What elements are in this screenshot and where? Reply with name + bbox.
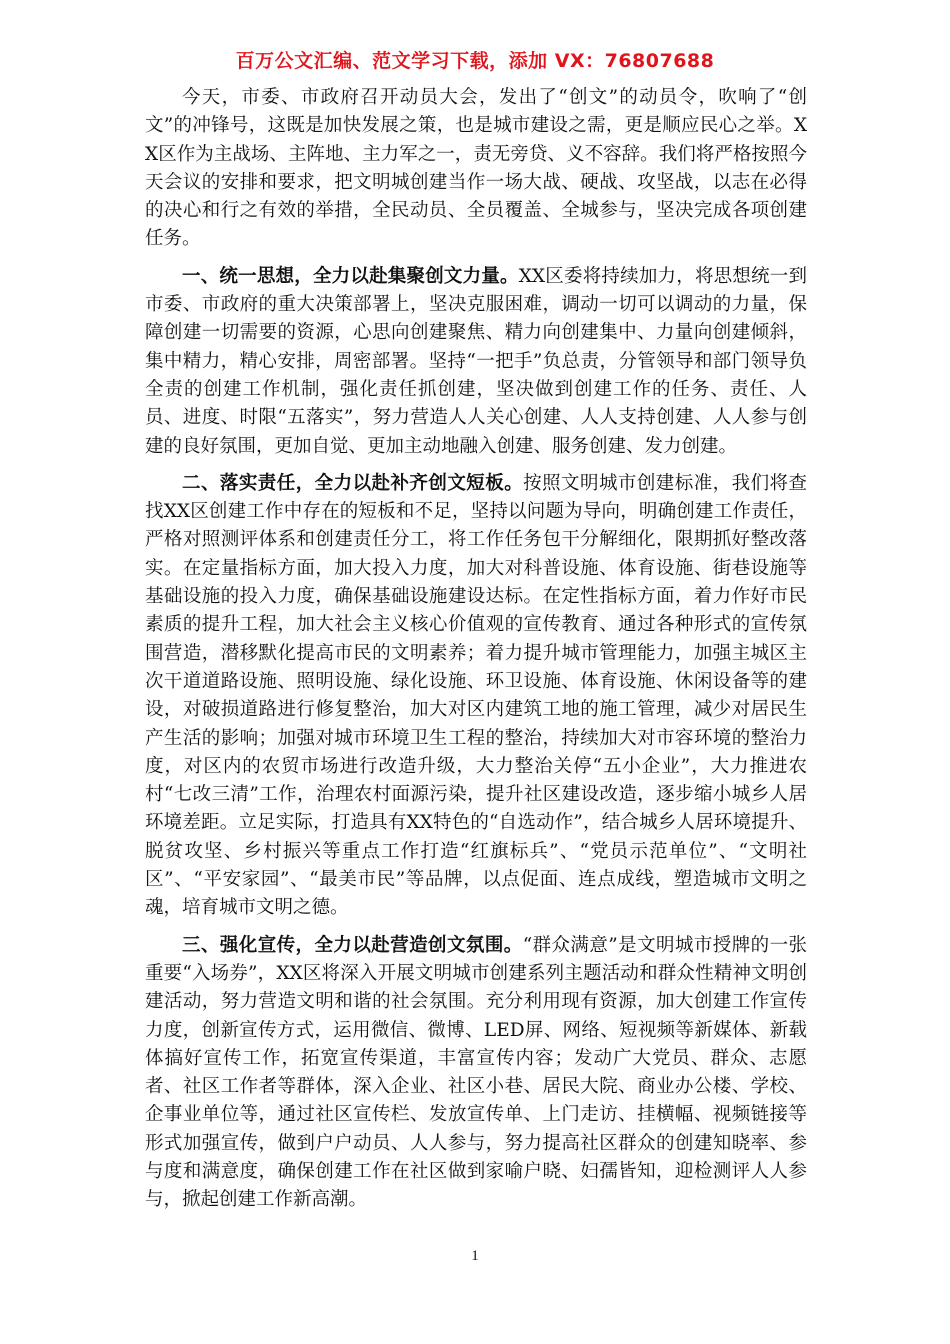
section-three-paragraph	[145, 932, 807, 1215]
section-one-paragraph	[145, 263, 807, 461]
page-number: 1	[471, 1248, 479, 1264]
document-body	[145, 84, 807, 1224]
paragraph-text: “群众满意”是文明城市授牌的一张重要“入场券”，XX区将深入开展文明城市创建系列主题活动和群众性精神文明创建活动，努力营造文明和谐的社会氛围。充分利用现有资源，加大创建工作宣传力度，创新宣传方式，运用微信、微博、LED屏、网络、短视频等新媒体、新载体搞好宣传工作，拓宽宣传渠道，丰富宣传内容；发动广大党员、群众、志愿者、社区工作者等群体，深入企业、社区小巷、居民大院、商业办公楼、学校、企事业单位等，通过社区宣传栏、发放宣传单、上门走访、挂横幅、视频链接等形式加强宣传，做到户户动员、人人参与，努力提高社区群众的创建知晓率、参与度和满意度，确保创建工作在社区做到家喻户晓、妇孺皆知，迎检测评人人参与，掀起创建工作新高潮。	[145, 934, 807, 1211]
paragraph-text: 今天，市委、市政府召开动员大会，发出了“创文”的动员令，吹响了“创文”的冲锋号，这既是加快发展之策，也是城市建设之需，更是顺应民心之举。XX区作为主战场、主阵地、主力军之一，责无旁贷、义不容辞。我们将严格按照今天会议的安排和要求，把文明城创建当作一场大战、硬战、攻坚战，以志在必得的决心和行之有效的举措，全民动员、全员覆盖、全城参与，坚决完成各项创建任务。	[145, 87, 807, 250]
intro-paragraph	[145, 84, 807, 254]
header-banner: 百万公文汇编、范文学习下载，添加 VX：76807688	[235, 50, 715, 72]
section-heading: 三、强化宣传，全力以赴营造创文氛围。	[182, 934, 523, 956]
section-two-paragraph	[145, 470, 807, 923]
section-heading: 一、统一思想，全力以赴集聚创文力量。	[182, 265, 519, 287]
section-heading: 二、落实责任，全力以赴补齐创文短板。	[182, 472, 524, 494]
paragraph-text: XX区委将持续加力，将思想统一到市委、市政府的重大决策部署上，坚决克服困难，调动一切可以调动的力量，保障创建一切需要的资源，心思向创建聚焦、精力向创建集中、力量向创建倾斜，集中精力，精心安排，周密部署。坚持“一把手”负总责，分管领导和部门领导负全责的创建工作机制，强化责任抓创建，坚决做到创建工作的任务、责任、人员、进度、时限“五落实”，努力营造人人关心创建、人人支持创建、人人参与创建的良好氛围，更加自觉、更加主动地融入创建、服务创建、发力创建。	[145, 265, 807, 457]
paragraph-text: 按照文明城市创建标准，我们将查找XX区创建工作中存在的短板和不足，坚持以问题为导向，明确创建工作责任，严格对照测评体系和创建责任分工，将工作任务包干分解细化，限期抓好整改落实。在定量指标方面，加大投入力度，加大对科普设施、体育设施、街巷设施等基础设施的投入力度，确保基础设施建设达标。在定性指标方面，着力作好市民素质的提升工程，加大社会主义核心价值观的宣传教育、通过各种形式的宣传氛围营造，潜移默化提高市民的文明素养；着力提升城市管理能力，加强主城区主次干道道路设施、照明设施、绿化设施、环卫设施、体育设施、休闲设备等的建设，对破损道路进行修复整治，加大对区内建筑工地的施工管理，减少对居民生产生活的影响；加强对城市环境卫生工程的整治，持续加大对市容环境的整治力度，对区内的农贸市场进行改造升级，大力整治关停“五小企业”，大力推进农村“七改三清”工作，治理农村面源污染，提升社区建设改造，逐步缩小城乡人居环境差距。立足实际，打造具有XX特色的“自选动作”，结合城乡人居环境提升、脱贫攻坚、乡村振兴等重点工作打造“红旗标兵”、“党员示范单位”、“文明社区”、“平安家园”、“最美市民”等品牌，以点促面、连点成线，塑造城市文明之魂，培育城市文明之德。	[145, 472, 807, 919]
